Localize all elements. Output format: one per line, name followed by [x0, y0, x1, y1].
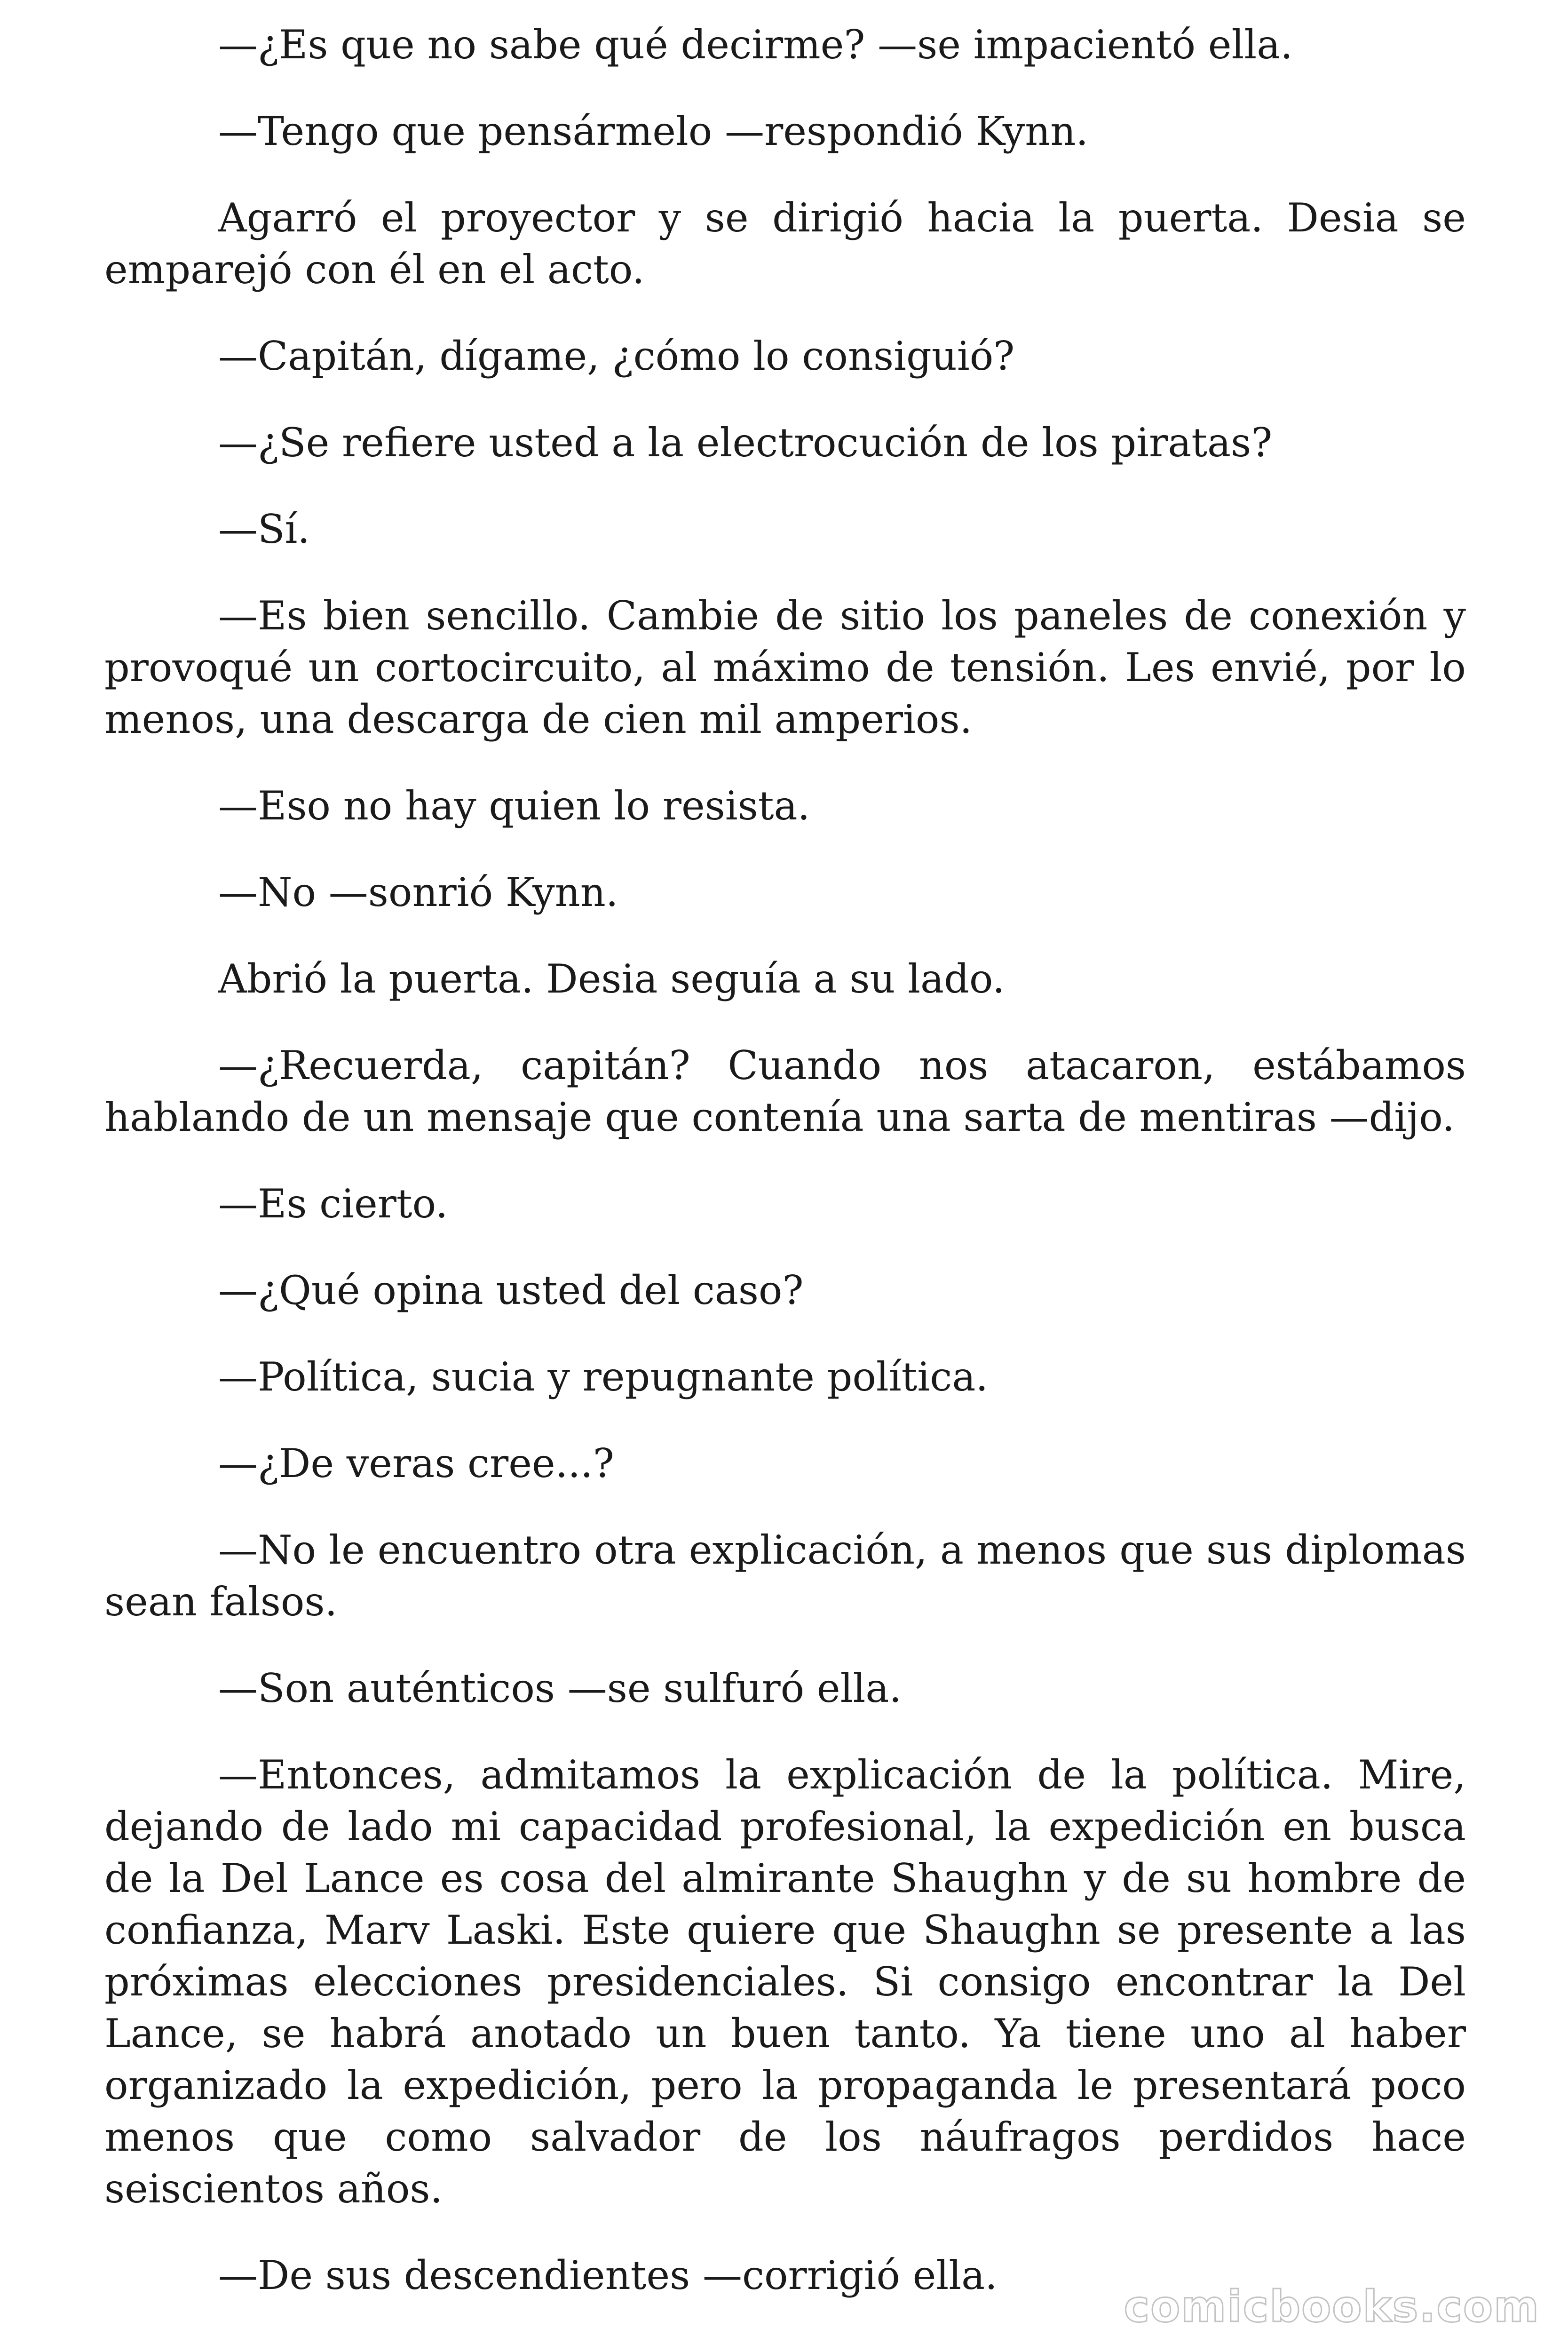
paragraph: —Sí. — [218, 506, 310, 552]
paragraph: —Son auténticos —se sulfuró ella. — [218, 1665, 902, 1711]
paragraph: —Tengo que pensármelo —respondió Kynn. — [218, 108, 1089, 154]
paragraph: —¿Qué opina usted del caso? — [218, 1267, 804, 1313]
paragraph: —No le encuentro otra explicación, a menos que sus diplomas sean falsos. — [104, 1527, 1466, 1625]
paragraph: —Es bien sencillo. Cambie de sitio los paneles de conexión y provoqué un cortocircuito, al máximo de tensión. Les envié, por lo menos, una descarga de cien mil amperios. — [104, 593, 1466, 742]
paragraph: —Entonces, admitamos la explicación de la política. Mire, dejando de lado mi capacidad profesional, la expedición en busca de la Del Lance es cosa del almirante Shaughn y de su hombre de confianza, Marv Laski. Este quiere que Shaughn se presente a las próximas elecciones presidenciales. Si consigo encontrar la Del Lance, se habrá anotado un buen tanto. Ya tiene uno al haber organizado la expedición, pero la propaganda le presentará poco menos que como salvador de los náufragos perdidos hace seiscientos años. — [104, 1752, 1466, 2212]
paragraph: Abrió la puerta. Desia seguía a su lado. — [218, 956, 1005, 1002]
paragraph: —¿Se refiere usted a la electrocución de los piratas? — [218, 420, 1273, 466]
paragraph: —¿Recuerda, capitán? Cuando nos atacaron, estábamos hablando de un mensaje que contenía una sarta de mentiras —dijo. — [104, 1042, 1466, 1140]
paragraph: —¿De veras cree...? — [218, 1440, 614, 1486]
book-page — [104, 19, 1466, 2336]
watermark: comicbooks.com — [1124, 2281, 1540, 2332]
paragraph: —Capitán, dígame, ¿cómo lo consiguió? — [218, 333, 1015, 379]
paragraph: —¿Es que no sabe qué decirme? —se impacientó ella. — [218, 22, 1293, 68]
paragraph: —De sus descendientes —corrigió ella. — [218, 2252, 998, 2298]
paragraph: —Política, sucia y repugnante política. — [218, 1354, 989, 1400]
paragraph: —Es cierto. — [218, 1181, 448, 1227]
paragraph: Agarró el proyector y se dirigió hacia la puerta. Desia se emparejó con él en el acto. — [104, 195, 1466, 293]
paragraph: —Eso no hay quien lo resista. — [218, 783, 810, 829]
paragraph: —No —sonrió Kynn. — [218, 869, 618, 915]
